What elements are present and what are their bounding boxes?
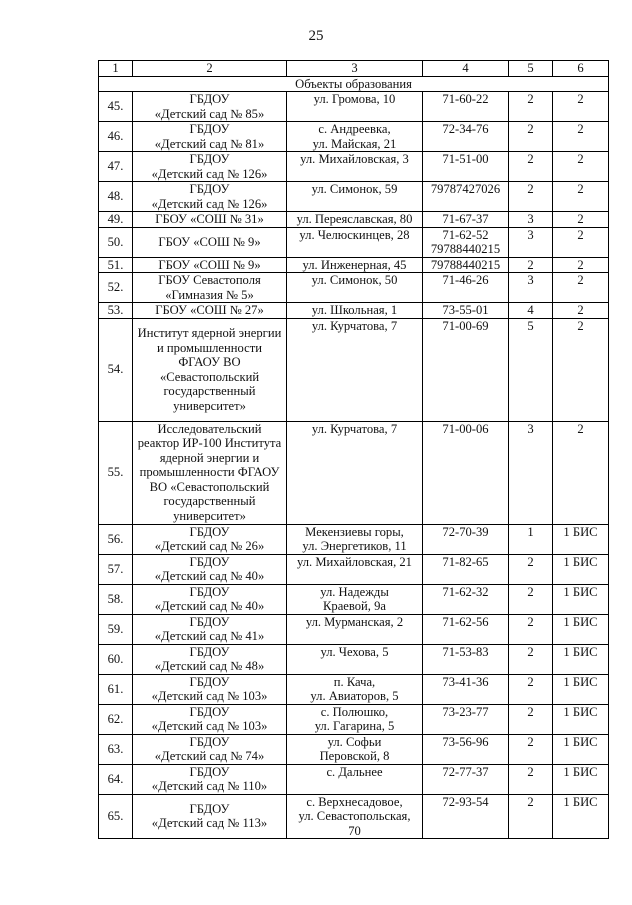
object-phone: 73-56-96 (423, 734, 509, 764)
object-name: ГБОУ Севастополя «Гимназия № 5» (133, 273, 287, 303)
table-row (99, 794, 609, 839)
column-6-value: 2 (553, 257, 609, 273)
column-5-value: 2 (509, 92, 553, 122)
section-row (99, 76, 609, 92)
object-phone: 71-67-37 (423, 212, 509, 228)
object-address: ул. Чехова, 5 (287, 644, 423, 674)
row-number: 57. (99, 554, 133, 584)
object-name: ГБДОУ «Детский сад № 103» (133, 674, 287, 704)
object-name: ГБДОУ «Детский сад № 126» (133, 182, 287, 212)
object-phone: 71-51-00 (423, 152, 509, 182)
object-address: ул. Инженерная, 45 (287, 257, 423, 273)
column-5-value: 2 (509, 734, 553, 764)
column-5-value: 3 (509, 212, 553, 228)
column-6-value: 2 (553, 152, 609, 182)
column-5-value: 2 (509, 704, 553, 734)
column-5-value: 2 (509, 152, 553, 182)
table-row (99, 674, 609, 704)
object-phone: 71-82-65 (423, 554, 509, 584)
row-number: 58. (99, 584, 133, 614)
table-row (99, 764, 609, 794)
object-address: с. Андреевка, ул. Майская, 21 (287, 122, 423, 152)
object-name: ГБДОУ «Детский сад № 40» (133, 584, 287, 614)
row-number: 61. (99, 674, 133, 704)
row-number: 50. (99, 227, 133, 257)
object-address: ул. Переяславская, 80 (287, 212, 423, 228)
column-6-value: 2 (553, 273, 609, 303)
row-number: 62. (99, 704, 133, 734)
header-cell: 5 (509, 61, 553, 77)
table-row (99, 644, 609, 674)
table-row (99, 303, 609, 319)
row-number: 52. (99, 273, 133, 303)
object-name: ГБДОУ «Детский сад № 40» (133, 554, 287, 584)
column-5-value: 2 (509, 584, 553, 614)
object-address: ул. Курчатова, 7 (287, 318, 423, 421)
object-name: ГБОУ «СОШ № 9» (133, 257, 287, 273)
row-number: 47. (99, 152, 133, 182)
column-5-value: 2 (509, 257, 553, 273)
object-name: ГБДОУ «Детский сад № 103» (133, 704, 287, 734)
page-number: 25 (308, 28, 324, 44)
object-name: ГБДОУ «Детский сад № 126» (133, 152, 287, 182)
column-5-value: 2 (509, 122, 553, 152)
object-phone: 73-41-36 (423, 674, 509, 704)
column-6-value: 1 БИС (553, 584, 609, 614)
column-5-value: 2 (509, 182, 553, 212)
table-row (99, 182, 609, 212)
column-5-value: 2 (509, 614, 553, 644)
object-phone: 71-53-83 (423, 644, 509, 674)
row-number: 53. (99, 303, 133, 319)
row-number: 46. (99, 122, 133, 152)
row-number: 63. (99, 734, 133, 764)
row-number: 59. (99, 614, 133, 644)
object-phone: 71-60-22 (423, 92, 509, 122)
column-6-value: 2 (553, 182, 609, 212)
object-name: ГБОУ «СОШ № 31» (133, 212, 287, 228)
row-number: 55. (99, 421, 133, 524)
object-address: п. Кача, ул. Авиаторов, 5 (287, 674, 423, 704)
object-address: ул. Надежды Краевой, 9а (287, 584, 423, 614)
column-5-value: 4 (509, 303, 553, 319)
table-row (99, 212, 609, 228)
column-5-value: 3 (509, 227, 553, 257)
column-5-value: 5 (509, 318, 553, 421)
object-name: ГБДОУ «Детский сад № 26» (133, 524, 287, 554)
object-phone: 71-00-69 (423, 318, 509, 421)
row-number: 60. (99, 644, 133, 674)
table-row (99, 92, 609, 122)
table-row (99, 318, 609, 421)
object-name: Институт ядерной энергии и промышленности ФГАОУ ВО «Севастопольский государственный университет» (133, 318, 287, 421)
object-address: ул. Громова, 10 (287, 92, 423, 122)
object-name: ГБДОУ «Детский сад № 48» (133, 644, 287, 674)
column-5-value: 2 (509, 554, 553, 584)
header-cell: 3 (287, 61, 423, 77)
object-phone: 71-62-32 (423, 584, 509, 614)
object-phone: 73-23-77 (423, 704, 509, 734)
column-6-value: 1 БИС (553, 554, 609, 584)
table-row (99, 152, 609, 182)
object-name: ГБДОУ «Детский сад № 74» (133, 734, 287, 764)
header-cell: 6 (553, 61, 609, 77)
column-6-value: 1 БИС (553, 644, 609, 674)
object-phone: 72-93-54 (423, 794, 509, 839)
row-number: 51. (99, 257, 133, 273)
object-address: с. Дальнее (287, 764, 423, 794)
object-address: ул. Михайловская, 21 (287, 554, 423, 584)
row-number: 56. (99, 524, 133, 554)
object-name: Исследовательский реактор ИР-100 Института ядерной энергии и промышленности ФГАОУ ВО «Севастопольский государственный университет» (133, 421, 287, 524)
object-address: ул. Михайловская, 3 (287, 152, 423, 182)
object-address: ул. Курчатова, 7 (287, 421, 423, 524)
column-6-value: 2 (553, 227, 609, 257)
column-5-value: 2 (509, 674, 553, 704)
object-address: с. Полюшко, ул. Гагарина, 5 (287, 704, 423, 734)
column-5-value: 3 (509, 421, 553, 524)
object-name: ГБДОУ «Детский сад № 113» (133, 794, 287, 839)
header-cell: 1 (99, 61, 133, 77)
table-row (99, 227, 609, 257)
object-phone: 79787427026 (423, 182, 509, 212)
column-6-value: 2 (553, 303, 609, 319)
object-name: ГБДОУ «Детский сад № 85» (133, 92, 287, 122)
object-address: ул. Челюскинцев, 28 (287, 227, 423, 257)
column-6-value: 2 (553, 421, 609, 524)
row-number: 65. (99, 794, 133, 839)
column-5-value: 2 (509, 644, 553, 674)
object-name: ГБОУ «СОШ № 27» (133, 303, 287, 319)
object-phone: 73-55-01 (423, 303, 509, 319)
column-6-value: 1 БИС (553, 734, 609, 764)
table-row (99, 704, 609, 734)
table-row (99, 122, 609, 152)
row-number: 64. (99, 764, 133, 794)
header-cell: 2 (133, 61, 287, 77)
object-phone: 79788440215 (423, 257, 509, 273)
column-6-value: 1 БИС (553, 764, 609, 794)
object-phone: 71-00-06 (423, 421, 509, 524)
header-row (99, 61, 609, 77)
table-row (99, 273, 609, 303)
column-6-value: 2 (553, 318, 609, 421)
column-6-value: 2 (553, 212, 609, 228)
column-5-value: 2 (509, 764, 553, 794)
object-address: ул. Симонок, 59 (287, 182, 423, 212)
table-row (99, 554, 609, 584)
column-6-value: 1 БИС (553, 524, 609, 554)
column-5-value: 2 (509, 794, 553, 839)
object-name: ГБДОУ «Детский сад № 110» (133, 764, 287, 794)
section-title: Объекты образования (99, 76, 609, 92)
header-cell: 4 (423, 61, 509, 77)
table-row (99, 524, 609, 554)
object-address: ул. Школьная, 1 (287, 303, 423, 319)
object-phone: 71-46-26 (423, 273, 509, 303)
column-5-value: 3 (509, 273, 553, 303)
column-5-value: 1 (509, 524, 553, 554)
row-number: 45. (99, 92, 133, 122)
table-row (99, 584, 609, 614)
object-name: ГБДОУ «Детский сад № 81» (133, 122, 287, 152)
table-row (99, 614, 609, 644)
table-row (99, 421, 609, 524)
object-address: с. Верхнесадовое, ул. Севастопольская, 70 (287, 794, 423, 839)
column-6-value: 1 БИС (553, 614, 609, 644)
object-address: ул. Софьи Перовской, 8 (287, 734, 423, 764)
object-name: ГБДОУ «Детский сад № 41» (133, 614, 287, 644)
object-phone: 72-70-39 (423, 524, 509, 554)
object-address: Мекензиевы горы, ул. Энергетиков, 11 (287, 524, 423, 554)
column-6-value: 1 БИС (553, 794, 609, 839)
column-6-value: 2 (553, 122, 609, 152)
object-phone: 71-62-56 (423, 614, 509, 644)
object-name: ГБОУ «СОШ № 9» (133, 227, 287, 257)
object-phone: 71-62-52 79788440215 (423, 227, 509, 257)
objects-table (98, 60, 609, 839)
object-address: ул. Симонок, 50 (287, 273, 423, 303)
object-phone: 72-77-37 (423, 764, 509, 794)
object-phone: 72-34-76 (423, 122, 509, 152)
table-row (99, 734, 609, 764)
column-6-value: 2 (553, 92, 609, 122)
column-6-value: 1 БИС (553, 704, 609, 734)
row-number: 54. (99, 318, 133, 421)
table-row (99, 257, 609, 273)
row-number: 48. (99, 182, 133, 212)
column-6-value: 1 БИС (553, 674, 609, 704)
row-number: 49. (99, 212, 133, 228)
object-address: ул. Мурманская, 2 (287, 614, 423, 644)
